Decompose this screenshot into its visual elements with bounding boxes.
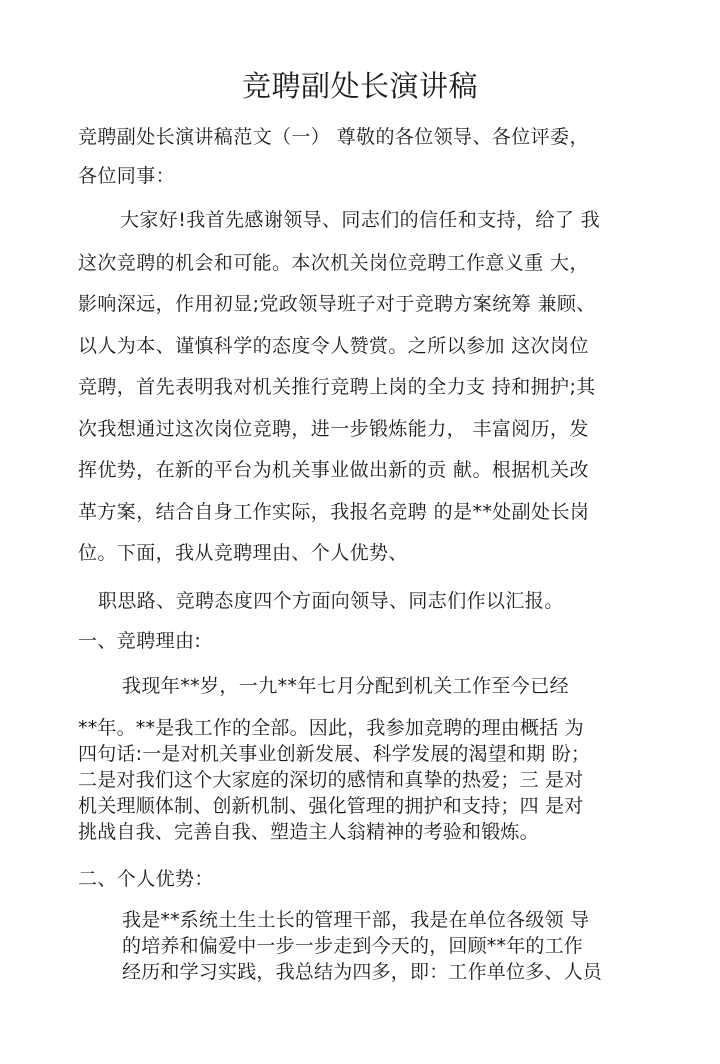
text-line: 大家好!我首先感谢领导、同志们的信任和支持，给了 我 xyxy=(120,209,601,231)
section-heading: 一、竞聘理由: xyxy=(78,630,202,652)
text-line: 竞聘，首先表明我对机关推行竞聘上岗的全力支 持和拥护;其 xyxy=(78,376,596,398)
text-line: 二是对我们这个大家庭的深切的感情和真挚的热爱；三 是对 xyxy=(78,769,584,791)
text-line: 四句话:一是对机关事业创新发展、科学发展的渴望和期 盼； xyxy=(78,743,591,765)
text-line: 这次竞聘的机会和可能。本次机关岗位竞聘工作意义重 大， xyxy=(78,252,589,274)
text-line: 位。下面，我从竞聘理由、个人优势、 xyxy=(78,542,408,564)
section-heading: 二、个人优势： xyxy=(78,868,214,890)
text-line: 机关理顺体制、创新机制、强化管理的拥护和支持；四 是对 xyxy=(78,795,584,817)
text-line: 挑战自我、完善自我、塑造主人翁精神的考验和锻炼。 xyxy=(78,821,539,843)
page-title: 竞聘副处长演讲稿 xyxy=(241,69,478,103)
text-line: 革方案，结合自身工作实际，我报名竞聘 的是**处副处长岗 xyxy=(78,501,590,523)
text-line: 影响深远，作用初显;党政领导班子对于竞聘方案统筹 兼顾、 xyxy=(78,293,596,315)
text-line: 各位同事： xyxy=(78,165,176,187)
text-line: 的培养和偏爱中一步一步走到今天的，回顾**年的工作 xyxy=(122,935,584,957)
text-line: 职思路、竞聘态度四个方面向领导、同志们作以汇报。 xyxy=(98,590,564,612)
text-line: 竞聘副处长演讲稿范文（一） 尊敬的各位领导、各位评委， xyxy=(78,126,589,148)
text-line: 次我想通过这次岗位竞聘，进一步锻炼能力， 丰富阅历，发 xyxy=(78,418,589,440)
text-line: 经历和学习实践，我总结为四多，即：工作单位多、人员 xyxy=(122,961,603,983)
text-line: 我现年**岁，一九**年七月分配到机关工作至今已经 xyxy=(122,675,570,697)
text-line: 以人为本、谨慎科学的态度令人赞赏。之所以参加 这次岗位 xyxy=(78,335,589,357)
text-line: **年。**是我工作的全部。因此，我参加竞聘的理由概括 为 xyxy=(78,717,584,739)
text-line: 挥优势，在新的平台为机关事业做出新的贡 献。根据机关改 xyxy=(78,459,589,481)
text-line: 我是**系统土生土长的管理干部，我是在单位各级领 导 xyxy=(122,909,590,931)
